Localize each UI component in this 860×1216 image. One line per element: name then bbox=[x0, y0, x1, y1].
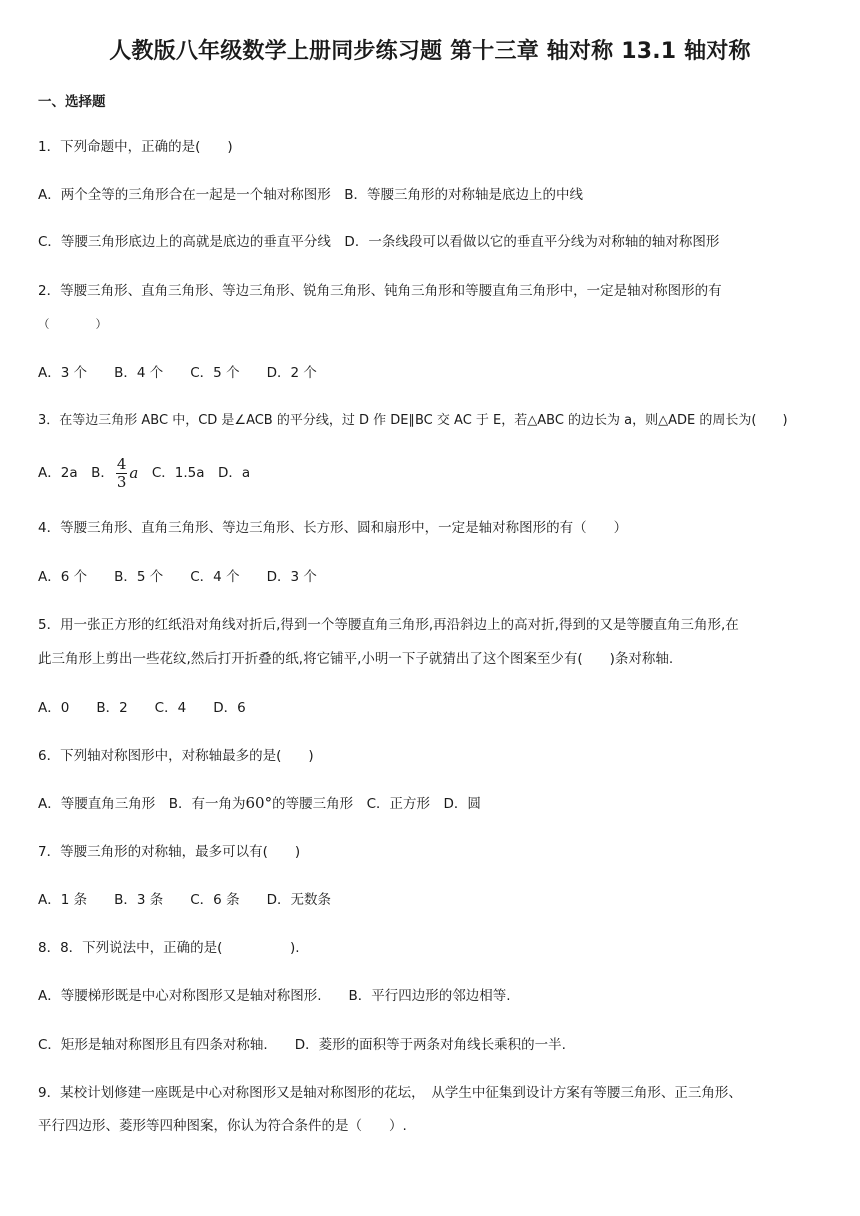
q8-options-line1: A．等腰梯形既是中心对称图形又是轴对称图形. B．平行四边形的邻边相等. bbox=[38, 988, 511, 1004]
q6-options bbox=[38, 793, 481, 814]
q6-option-a-pre: A．等腰直角三角形 B．有一角为 bbox=[38, 796, 246, 812]
q3-options-rest: C．1.5a D．a bbox=[138, 465, 251, 481]
q9-stem-line2: 平行四边形、菱形等四种图案，你认为符合条件的是（ ）. bbox=[38, 1118, 407, 1134]
q3-fraction-numerator: 4 bbox=[116, 454, 127, 473]
q2-stem-line2: （ ） bbox=[38, 317, 107, 331]
q4-options: A．6 个 B．5 个 C．4 个 D．3 个 bbox=[38, 569, 317, 585]
q8-stem: 8．8．下列说法中，正确的是( ). bbox=[38, 940, 300, 956]
document-title: 人教版八年级数学上册同步练习题 第十三章 轴对称 13.1 轴对称 bbox=[109, 39, 751, 64]
q5-stem-line1: 5．用一张正方形的红纸沿对角线对折后,得到一个等腰直角三角形,再沿斜边上的高对折,得到的又是等腰直角三角形,在 bbox=[38, 617, 739, 633]
q3-stem: 3．在等边三角形 ABC 中，CD 是∠ACB 的平分线，过 D 作 DE∥BC 交 AC 于 E，若△ABC 的边长为 a，则△ADE 的周长为( ) bbox=[38, 413, 788, 428]
q7-stem: 7．等腰三角形的对称轴，最多可以有( ) bbox=[38, 844, 301, 860]
q1-options-line1: A．两个全等的三角形合在一起是一个轴对称图形 B．等腰三角形的对称轴是底边上的中线 bbox=[38, 187, 583, 203]
q3-options bbox=[38, 452, 250, 494]
q5-stem-line2: 此三角形上剪出一些花纹,然后打开折叠的纸,将它铺平,小明一下子就猜出了这个图案至少有( )条对称轴. bbox=[38, 651, 674, 667]
q3-fraction-denominator: 3 bbox=[116, 472, 127, 491]
q2-stem-line1: 2．等腰三角形、直角三角形、等边三角形、锐角三角形、钝角三角形和等腰直角三角形中，一定是轴对称图形的有 bbox=[38, 283, 722, 299]
q6-angle: 60° bbox=[245, 794, 273, 812]
q3-fraction bbox=[116, 456, 128, 491]
q1-stem: 1．下列命题中，正确的是( ) bbox=[38, 139, 233, 155]
q3-option-a: A．2a B． bbox=[38, 465, 114, 481]
q2-options: A．3 个 B．4 个 C．5 个 D．2 个 bbox=[38, 365, 317, 381]
q1-options-line2: C．等腰三角形底边上的高就是底边的垂直平分线 D．一条线段可以看做以它的垂直平分线为对称轴的轴对称图形 bbox=[38, 234, 720, 250]
q9-stem-line1: 9．某校计划修建一座既是中心对称图形又是轴对称图形的花坛， 从学生中征集到设计方案有等腰三角形、正三角形、 bbox=[38, 1085, 742, 1101]
q4-stem: 4．等腰三角形、直角三角形、等边三角形、长方形、圆和扇形中，一定是轴对称图形的有（ ） bbox=[38, 520, 628, 536]
q6-option-a-post: 的等腰三角形 C．正方形 D．圆 bbox=[272, 796, 481, 812]
q5-options: A．0 B．2 C．4 D．6 bbox=[38, 700, 246, 716]
q6-stem: 6．下列轴对称图形中，对称轴最多的是( ) bbox=[38, 748, 314, 764]
q3-fraction-variable: a bbox=[129, 464, 139, 482]
q8-options-line2: C．矩形是轴对称图形且有四条对称轴. D．菱形的面积等于两条对角线长乘积的一半. bbox=[38, 1037, 566, 1053]
section-heading: 一、选择题 bbox=[38, 94, 106, 110]
q7-options: A．1 条 B．3 条 C．6 条 D．无数条 bbox=[38, 892, 331, 908]
